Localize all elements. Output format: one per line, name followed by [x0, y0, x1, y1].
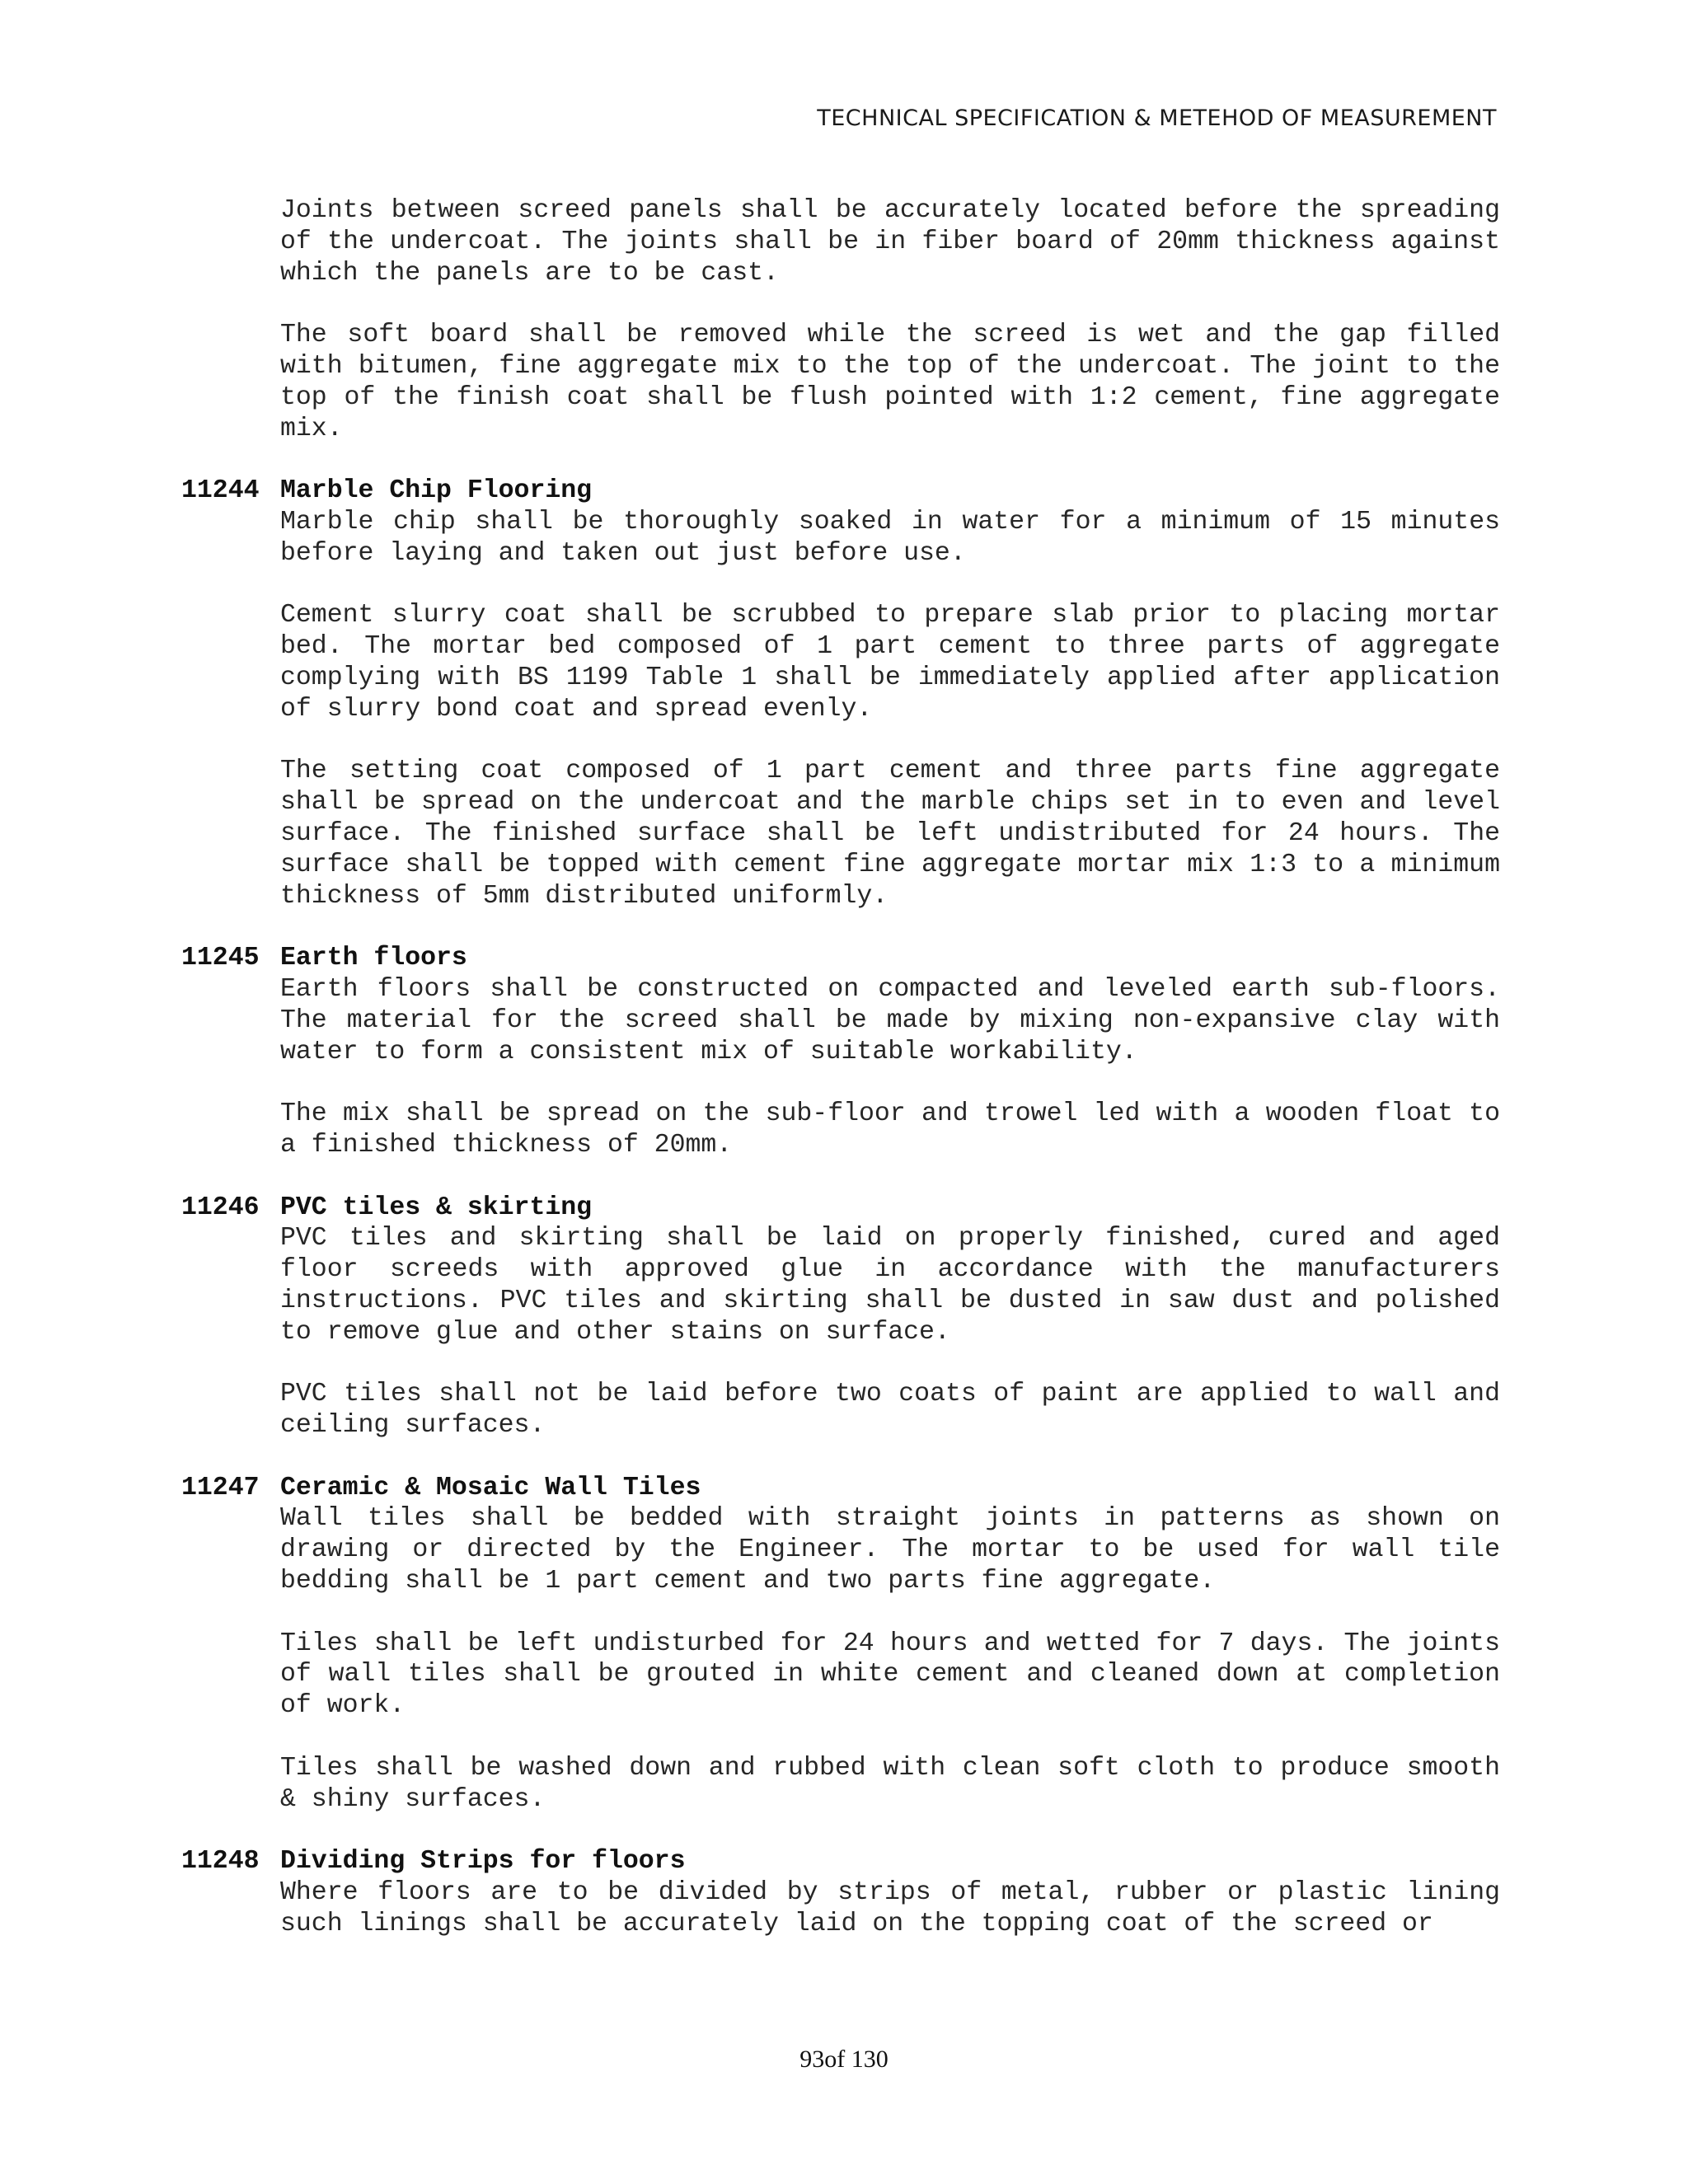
paragraph: PVC tiles shall not be laid before two coats of paint are applied to wall and ceiling surfaces. — [280, 1380, 1500, 1441]
paragraph: The soft board shall be removed while the screed is wet and the gap filled with bitumen, fine aggregate mix to the top of the undercoat. The joint to the top of the finish coat shall be flush pointed with 1:2 cement, fine aggregate mix. — [280, 321, 1500, 443]
section-body — [280, 1877, 1500, 1940]
section-title: Earth floors — [280, 944, 467, 973]
section-title: PVC tiles & skirting — [280, 1193, 593, 1222]
page-total: 130 — [851, 2046, 889, 2073]
section-heading — [181, 943, 1500, 974]
section-11245 — [181, 943, 1500, 1161]
section-11247 — [181, 1473, 1500, 1816]
document-body — [181, 195, 1500, 1940]
page-of-label: of — [824, 2046, 846, 2073]
paragraph: PVC tiles and skirting shall be laid on properly finished, cured and aged floor screeds with approved glue in accordance with the manufacturers instructions. PVC tiles and skirting shall be dusted in saw dust and polished to remove glue and other stains on surface. — [280, 1224, 1500, 1347]
section-title: Dividing Strips for floors — [280, 1847, 686, 1877]
section-number: 11245 — [181, 944, 260, 973]
paragraph: The setting coat composed of 1 part cement and three parts fine aggregate shall be spread on the undercoat and the marble chips set in to even and level surface. The finished surface shall be left undistributed for 24 hours. The surface shall be topped with cement fine aggregate mortar mix 1:3 to a minimum thickness of 5mm distributed uniformly. — [280, 757, 1500, 911]
paragraph: Cement slurry coat shall be scrubbed to prepare slab prior to placing mortar bed. The mortar bed composed of 1 part cement to three parts of aggregate complying with BS 1199 Table 1 shall be immediately applied after application of slurry bond coat and spread evenly. — [280, 601, 1500, 724]
section-body — [280, 974, 1500, 1161]
section-number: 11246 — [181, 1193, 260, 1222]
section-title: Ceramic & Mosaic Wall Tiles — [280, 1473, 701, 1502]
section-11246 — [181, 1193, 1500, 1441]
section-body — [280, 507, 1500, 912]
section-heading — [181, 1846, 1500, 1877]
paragraph: Wall tiles shall be bedded with straight joints in patterns as shown on drawing or directed by the Engineer. The mortar to be used for wall tile bedding shall be 1 part cement and two parts fine aggregate. — [280, 1504, 1500, 1596]
section-11248 — [181, 1846, 1500, 1939]
page-header — [817, 105, 1497, 131]
page-footer — [0, 2046, 1688, 2074]
section-number: 11248 — [181, 1847, 260, 1877]
paragraph: Where floors are to be divided by strips of metal, rubber or plastic lining such linings shall be accurately laid on the topping coat of the screed or — [280, 1878, 1500, 1938]
intro-block — [280, 195, 1500, 444]
paragraph: Earth floors shall be constructed on compacted and leveled earth sub-floors. The material for the screed shall be made by mixing non-expansive clay with water to form a consistent mix of suitable workability. — [280, 974, 1500, 1066]
paragraph: Joints between screed panels shall be accurately located before the spreading of the undercoat. The joints shall be in fiber board of 20mm thickness against which the panels are to be cast. — [280, 196, 1500, 288]
page-header-title: TECHNICAL SPECIFICATION & METEHOD OF MEASUREMENT — [817, 105, 1497, 131]
section-heading — [181, 1193, 1500, 1224]
section-heading — [181, 476, 1500, 507]
section-11244 — [181, 476, 1500, 912]
paragraph: Marble chip shall be thoroughly soaked in water for a minimum of 15 minutes before laying and taken out just before use. — [280, 507, 1500, 568]
paragraph: Tiles shall be washed down and rubbed with clean soft cloth to produce smooth & shiny surfaces. — [280, 1753, 1500, 1814]
section-body — [280, 1503, 1500, 1815]
paragraph: The mix shall be spread on the sub-floor and trowel led with a wooden float to a finished thickness of 20mm. — [280, 1099, 1500, 1160]
section-number: 11244 — [181, 476, 260, 506]
section-heading — [181, 1473, 1500, 1504]
section-number: 11247 — [181, 1473, 260, 1502]
page-number: 93 — [799, 2046, 825, 2073]
section-title: Marble Chip Flooring — [280, 476, 593, 506]
paragraph: Tiles shall be left undisturbed for 24 hours and wetted for 7 days. The joints of wall tiles shall be grouted in white cement and cleaned down at completion of work. — [280, 1629, 1500, 1721]
section-body — [280, 1223, 1500, 1441]
